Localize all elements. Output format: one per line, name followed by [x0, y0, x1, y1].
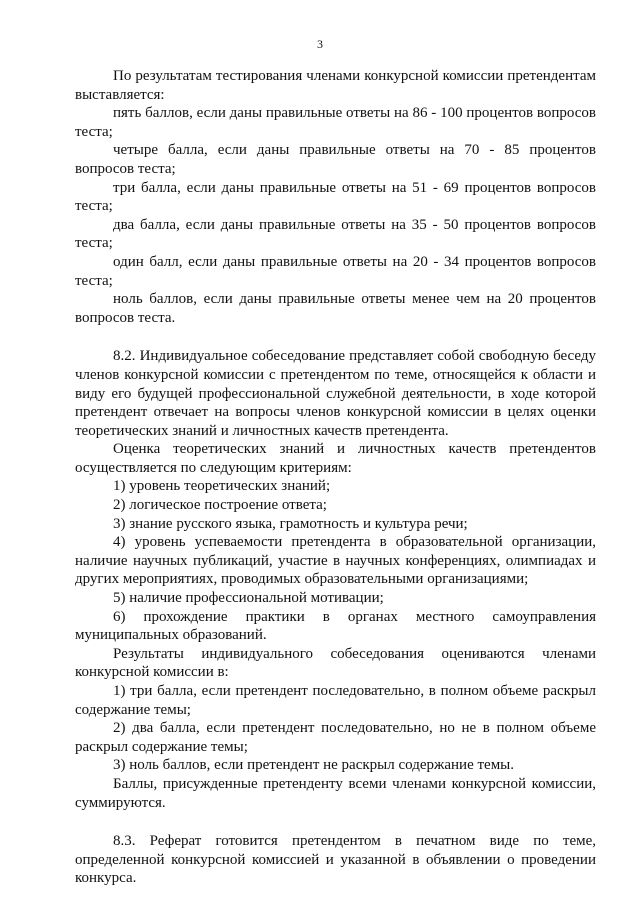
paragraph-score-five: пять баллов, если даны правильные ответы на 86 - 100 процентов вопросов теста;: [75, 105, 596, 140]
paragraph-section-8-3: 8.3. Реферат готовится претендентом в печатном виде по теме, определенной конкурсной комиссией и указанной в объявлении о проведении конкурса.: [75, 833, 596, 887]
list-item-interview-score-0: 3) ноль баллов, если претендент не раскрыл содержание темы.: [113, 757, 515, 774]
paragraph-scores-summed: Баллы, присужденные претенденту всеми членами конкурсной комиссии, суммируются.: [75, 775, 596, 811]
paragraph-score-zero: ноль баллов, если даны правильные ответы менее чем на 20 процентов вопросов теста.: [75, 291, 596, 326]
document-body: [75, 67, 596, 888]
list-item-criterion-4: 4) уровень успеваемости претендента в образовательной организации, наличие научных публикаций, участие в научных конференциях, олимпиадах и других мероприятиях, проводимых образовательными организациями;: [75, 534, 596, 588]
paragraph-score-three: три балла, если даны правильные ответы на 51 - 69 процентов вопросов теста;: [75, 179, 596, 215]
list-item-criterion-5: 5) наличие профессиональной мотивации;: [113, 590, 384, 607]
paragraph-criteria-intro: Оценка теоретических знаний и личностных качеств претендентов осуществляется по следующим критериям:: [75, 441, 596, 476]
list-item-interview-score-3: 1) три балла, если претендент последовательно, в полном объеме раскрыл содержание темы;: [75, 683, 596, 718]
list-item-criterion-1: 1) уровень теоретических знаний;: [113, 478, 331, 495]
paragraph-score-one: один балл, если даны правильные ответы на 20 - 34 процентов вопросов теста;: [75, 253, 596, 289]
page-number: 3: [317, 37, 323, 51]
paragraph-score-two: два балла, если даны правильные ответы на 35 - 50 процентов вопросов теста;: [75, 216, 596, 252]
paragraph-section-8-2: 8.2. Индивидуальное собеседование представляет собой свободную беседу членов конкурсной комиссии с претендентом по теме, относящейся к области и виду его будущей профессиональной служебной деятельности, в ходе которой претендент отвечает на вопросы членов конкурсной комиссии в целях оценки теоретических знаний и личностных качеств претендента.: [75, 348, 596, 439]
paragraph-score-four: четыре балла, если даны правильные ответы на 70 - 85 процентов вопросов теста;: [75, 142, 596, 177]
list-item-criterion-2: 2) логическое построение ответа;: [113, 497, 327, 514]
paragraph-interview-results: Результаты индивидуального собеседования оцениваются членами конкурсной комиссии в:: [75, 645, 596, 681]
paragraph-testing-intro: По результатам тестирования членами конкурсной комиссии претендентам выставляется:: [75, 68, 596, 103]
list-item-interview-score-2: 2) два балла, если претендент последовательно, но не в полном объеме раскрыл содержание темы;: [75, 720, 596, 755]
list-item-criterion-3: 3) знание русского языка, грамотность и культура речи;: [113, 515, 468, 532]
list-item-criterion-6: 6) прохождение практики в органах местного самоуправления муниципальных образований.: [75, 608, 596, 644]
